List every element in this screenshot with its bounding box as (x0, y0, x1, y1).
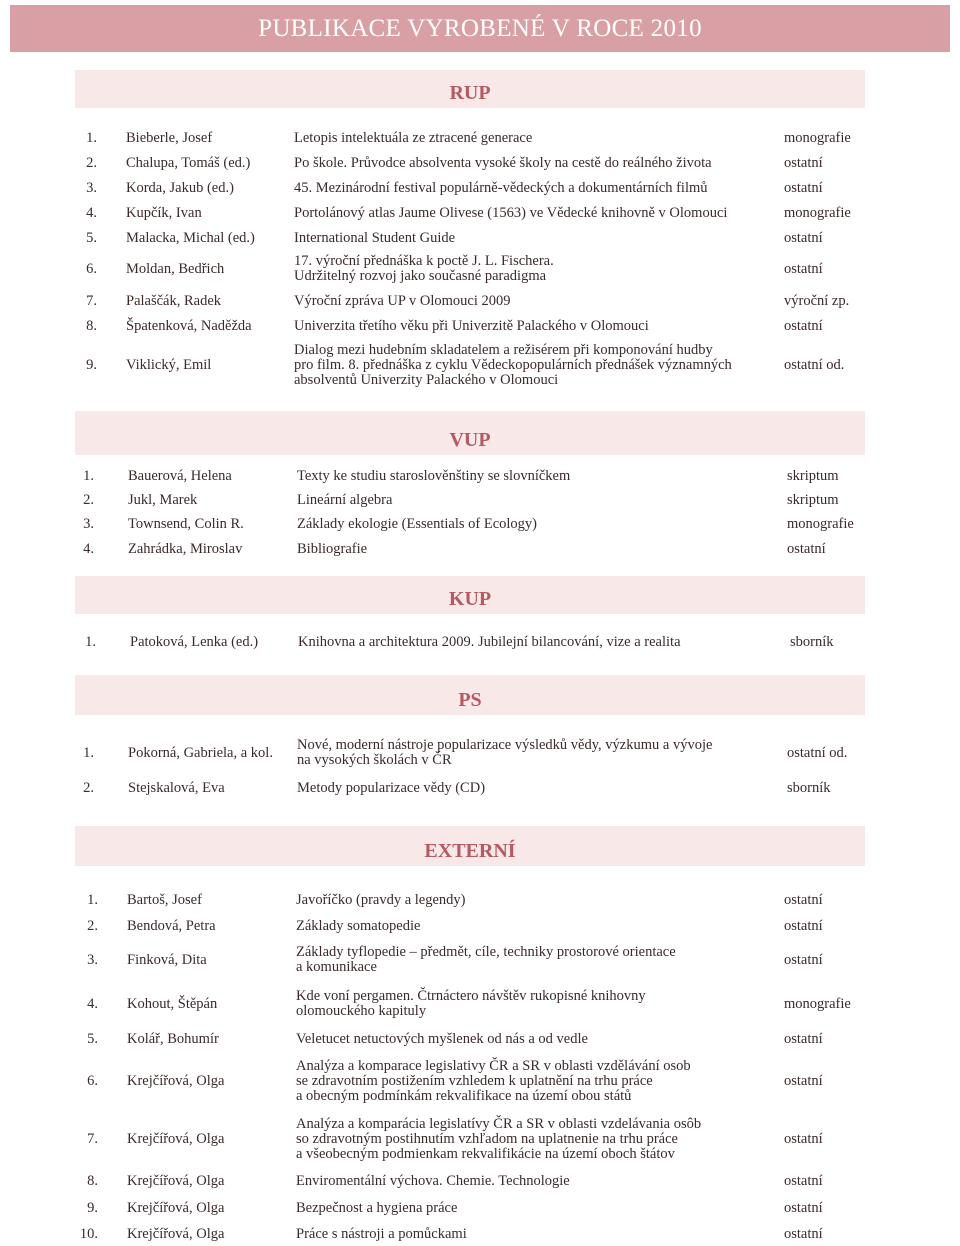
row-author: Patoková, Lenka (ed.) (130, 633, 259, 650)
row-author: Kohout, Štěpán (127, 995, 218, 1012)
row-author: Palaščák, Radek (126, 292, 222, 309)
row-number: 1. (87, 891, 98, 908)
row-type: monografie (784, 129, 851, 146)
row-type: skriptum (787, 467, 839, 484)
row-number: 4. (83, 540, 94, 557)
row-author: Krejčířová, Olga (127, 1072, 225, 1089)
row-type: skriptum (787, 491, 839, 508)
publication-row (0, 1116, 960, 1162)
row-title: Bezpečnost a hygiena práce (296, 1199, 458, 1216)
row-title: Portolánový atlas Jaume Olivese (1563) ve Vědecké knihovně v Olomouci (294, 204, 728, 221)
publication-row (0, 316, 960, 336)
row-number: 1. (86, 129, 97, 146)
row-type: ostatní (784, 1072, 823, 1089)
row-title: 45. Mezinárodní festival populárně-vědeckých a dokumentárních filmů (294, 179, 708, 196)
row-title: Základy tyflopedie – předmět, cíle, techniky prostorové orientace a komunikace (296, 944, 676, 975)
row-type: ostatní (784, 154, 823, 171)
row-title: Analýza a komparace legislativy ČR a SR v oblasti vzdělávání osob se zdravotním postižením vzhledem k uplatnění na trhu práce a obecným podmínkám rekvalifikace na území obou států (296, 1057, 691, 1104)
row-author: Finková, Dita (127, 951, 207, 968)
publication-row (0, 1198, 960, 1218)
publication-row (0, 228, 960, 248)
row-type: ostatní (784, 179, 823, 196)
row-title: Dialog mezi hudebním skladatelem a režisérem při komponování hudby pro film. 8. přednáška z cyklu Vědeckopopulárních přednášek významných absolventů Univerzity Palackého v Olomouci (294, 341, 732, 388)
row-number: 2. (83, 779, 94, 796)
row-number: 8. (87, 1172, 98, 1189)
row-type: ostatní (784, 917, 823, 934)
row-author: Bendová, Petra (127, 917, 216, 934)
row-title: Výroční zpráva UP v Olomouci 2009 (294, 292, 511, 309)
publication-row (0, 466, 960, 486)
row-number: 8. (86, 317, 97, 334)
row-type: monografie (784, 995, 851, 1012)
row-number: 9. (87, 1199, 98, 1216)
publication-row (0, 253, 960, 285)
row-title: International Student Guide (294, 229, 456, 246)
row-author: Malacka, Michal (ed.) (126, 229, 255, 246)
row-author: Krejčířová, Olga (127, 1225, 225, 1242)
page-title-banner (10, 5, 950, 52)
row-number: 2. (83, 491, 94, 508)
publication-row (0, 1058, 960, 1104)
section-header (75, 826, 865, 866)
row-title: Metody popularizace vědy (CD) (297, 779, 486, 796)
row-title: Nové, moderní nástroje popularizace výsledků vědy, výzkumu a vývoje na vysokých školách v ČR (297, 737, 713, 768)
row-title: Texty ke studiu staroslověnštiny se slovníčkem (297, 467, 571, 484)
row-author: Pokorná, Gabriela, a kol. (128, 744, 273, 761)
section-header (75, 675, 865, 715)
row-type: sborník (790, 633, 834, 650)
publication-row (0, 291, 960, 311)
row-number: 9. (86, 356, 97, 373)
row-author: Krejčířová, Olga (127, 1199, 225, 1216)
section-heading: PS (458, 689, 482, 711)
row-title: Enviromentální výchova. Chemie. Technologie (296, 1172, 570, 1189)
row-title: Javoříčko (pravdy a legendy) (296, 891, 466, 908)
row-title: Základy ekologie (Essentials of Ecology) (297, 515, 537, 532)
publication-row (0, 988, 960, 1020)
row-number: 7. (86, 292, 97, 309)
row-number: 3. (83, 515, 94, 532)
row-author: Chalupa, Tomáš (ed.) (126, 154, 251, 171)
row-author: Špatenková, Naděžda (126, 317, 252, 334)
row-number: 5. (86, 229, 97, 246)
row-number: 1. (83, 467, 94, 484)
row-title: Letopis intelektuála ze ztracené generace (294, 129, 533, 146)
row-title: Kde voní pergamen. Čtrnáctero návštěv rukopisné knihovny olomouckého kapituly (296, 988, 646, 1019)
row-number: 1. (85, 633, 96, 650)
section-heading: EXTERNÍ (424, 840, 516, 862)
section-header (75, 576, 865, 614)
row-title: Práce s nástroji a pomůckami (296, 1225, 467, 1242)
page-title: PUBLIKACE VYROBENÉ V ROCE 2010 (258, 14, 702, 42)
publication-row (0, 539, 960, 559)
section-heading: KUP (448, 588, 492, 610)
row-type: ostatní (787, 540, 826, 557)
row-type: ostatní od. (787, 744, 848, 761)
row-author: Bauerová, Helena (128, 467, 232, 484)
row-type: ostatní (784, 229, 823, 246)
row-author: Kolář, Bohumír (127, 1030, 219, 1047)
row-number: 3. (87, 951, 98, 968)
publication-row (0, 778, 960, 798)
row-author: Krejčířová, Olga (127, 1172, 225, 1189)
section-heading: RUP (449, 82, 491, 104)
row-number: 2. (87, 917, 98, 934)
publication-row (0, 514, 960, 534)
publication-row (0, 890, 960, 910)
row-type: ostatní (784, 1130, 823, 1147)
row-type: ostatní od. (784, 356, 845, 373)
row-author: Korda, Jakub (ed.) (126, 179, 234, 196)
publication-row (0, 203, 960, 223)
row-author: Kupčík, Ivan (126, 204, 202, 221)
row-type: výroční zp. (784, 292, 850, 309)
section-heading: VUP (449, 429, 491, 451)
row-number: 6. (86, 260, 97, 277)
publication-row (0, 735, 960, 771)
row-number: 5. (87, 1030, 98, 1047)
row-title: Knihovna a architektura 2009. Jubilejní bilancování, vize a realita (298, 633, 681, 650)
row-author: Bieberle, Josef (126, 129, 213, 146)
section-header (75, 411, 865, 455)
publication-row (0, 944, 960, 976)
row-type: ostatní (784, 260, 823, 277)
publication-row (0, 342, 960, 388)
row-title: Lineární algebra (297, 491, 393, 508)
row-title: Univerzita třetího věku při Univerzitě Palackého v Olomouci (294, 317, 649, 334)
row-number: 4. (87, 995, 98, 1012)
row-number: 4. (86, 204, 97, 221)
row-author: Bartoš, Josef (127, 891, 202, 908)
section-header (75, 70, 865, 108)
publication-row (0, 632, 960, 652)
publication-row (0, 1224, 960, 1244)
row-type: ostatní (784, 891, 823, 908)
row-type: ostatní (784, 317, 823, 334)
row-title: Veletucet netuctových myšlenek od nás a od vedle (296, 1030, 588, 1047)
row-type: sborník (787, 779, 831, 796)
row-author: Moldan, Bedřich (126, 260, 225, 277)
row-type: ostatní (784, 1172, 823, 1189)
row-type: ostatní (784, 951, 823, 968)
row-title: Základy somatopedie (296, 917, 421, 934)
row-number: 10. (79, 1225, 98, 1242)
row-author: Jukl, Marek (128, 491, 198, 508)
row-title: 17. výroční přednáška k poctě J. L. Fischera. Udržitelný rozvoj jako současné paradigma (294, 253, 554, 284)
row-title: Po škole. Průvodce absolventa vysoké školy na cestě do reálného života (294, 154, 712, 171)
publication-row (0, 1171, 960, 1191)
row-author: Stejskalová, Eva (128, 779, 225, 796)
publication-row (0, 490, 960, 510)
row-author: Townsend, Colin R. (128, 515, 244, 532)
row-number: 3. (86, 179, 97, 196)
publication-row (0, 128, 960, 148)
row-author: Krejčířová, Olga (127, 1130, 225, 1147)
publication-row (0, 916, 960, 936)
publication-row (0, 1029, 960, 1049)
row-author: Viklický, Emil (126, 356, 212, 373)
row-type: ostatní (784, 1225, 823, 1242)
row-title: Bibliografie (297, 540, 368, 557)
row-type: ostatní (784, 1030, 823, 1047)
row-author: Zahrádka, Miroslav (128, 540, 243, 557)
row-title: Analýza a komparácia legislatívy ČR a SR v oblasti vzdelávania osôb so zdravotným postihnutím vzhľadom na uplatnenie na trhu práce a všeobecným podmienkam rekvalifikácie na území oboch štátov (296, 1115, 702, 1162)
row-type: monografie (784, 204, 851, 221)
row-type: ostatní (784, 1199, 823, 1216)
row-number: 1. (83, 744, 94, 761)
row-number: 6. (87, 1072, 98, 1089)
publication-row (0, 178, 960, 198)
row-number: 2. (86, 154, 97, 171)
row-number: 7. (87, 1130, 98, 1147)
row-type: monografie (787, 515, 854, 532)
publication-row (0, 153, 960, 173)
